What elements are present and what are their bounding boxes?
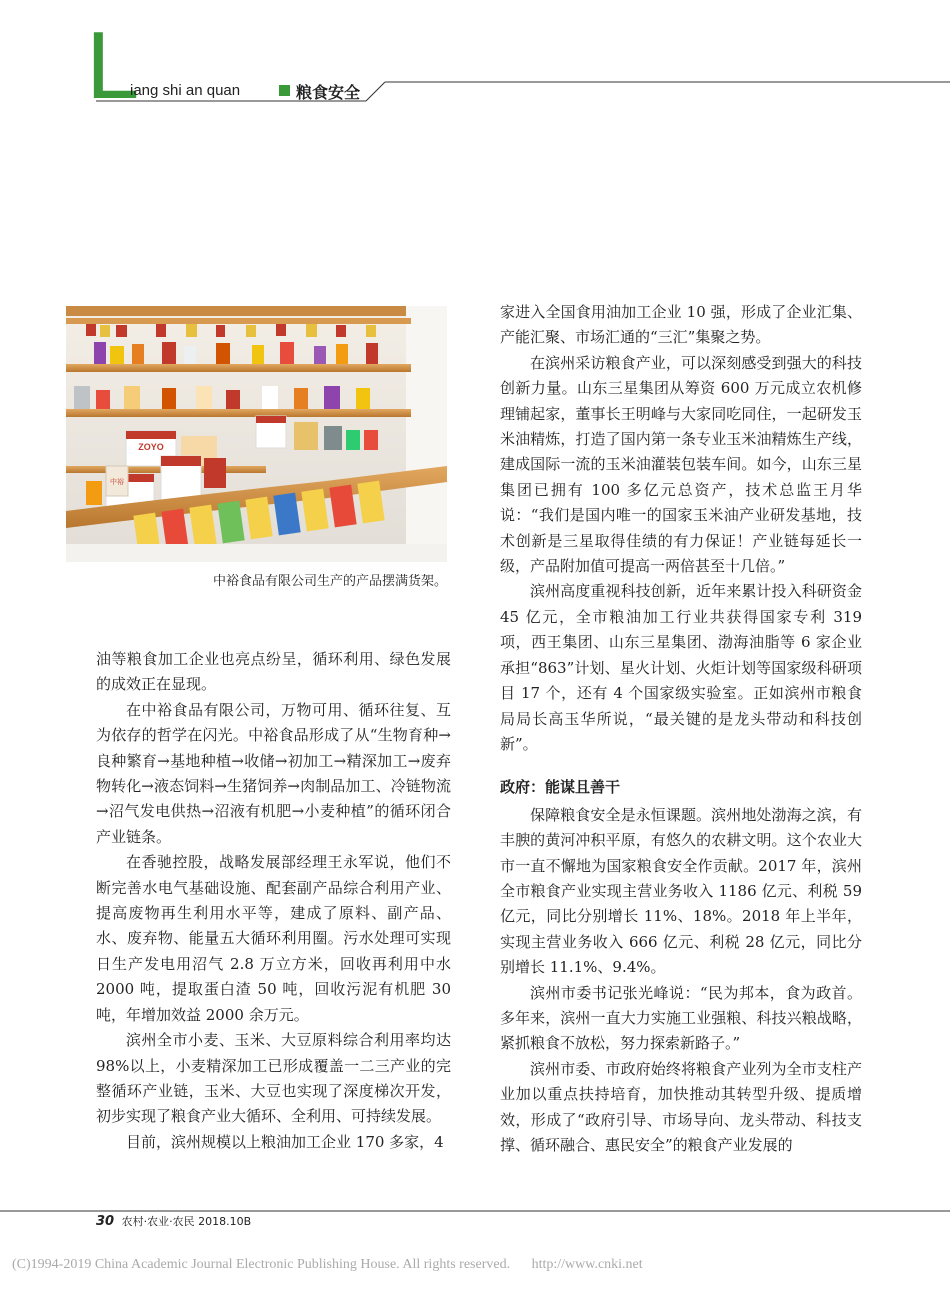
photo-caption: 中裕食品有限公司生产的产品摆满货架。 [212, 574, 447, 589]
paragraph: 在香驰控股，战略发展部经理王永军说，他们不断完善水电气基础设施、配套副产品综合利用产业、提高废物再生利用水平等，建成了原料、副产品、水、废弃物、能量五大循环利用圈。污水处理可实现日生产发电用沼气 2.8 万立方米，回收再利用中水 2000 吨，提取蛋白渣 50 吨，回收污泥有机肥 30 吨，年增加效益 2000 余万元。 [96, 853, 451, 1024]
page-footer [0, 1210, 950, 1240]
paragraph: 在滨州采访粮食产业，可以深刻感受到强大的科技创新力量。山东三星集团从筹资 600 万元成立农机修理铺起家，董事长王明峰与大家同吃同住，一起研发玉米油精炼，打造了国内第一条专业玉米油精炼生产线，建成国际一流的玉米油灌装包装车间。如今，山东三星集团已拥有 100 多亿元总资产，技术总监王月华说：“我们是国内唯一的国家玉米油产业研发基地，技术创新是三星取得佳绩的有力保证！产业链每延长一级，产品附加值可提高一两倍甚至十几倍。” [500, 353, 862, 576]
paragraph: 目前，滨州规模以上粮油加工企业 170 多家，4 [126, 1132, 444, 1151]
paragraph: 保障粮食安全是永恒课题。滨州地处渤海之滨，有丰腴的黄河冲积平原，有悠久的农耕文明。这个农业大市一直不懈地为国家粮食安全作贡献。2017 年，滨州全市粮食产业实现主营业务收入 1186 亿元、利税 59 亿元，同比分别增长 11%、18%。2018 年上半年，实现主营业务收入 666 亿元、利税 28 亿元，同比分别增长 11.1%、9.4%。 [500, 805, 862, 977]
section-pinyin: iang shi an quan [130, 82, 241, 99]
section-initial-letter: L [86, 12, 140, 119]
paragraph: 油等粮食加工企业也亮点纷呈，循环利用、绿色发展的成效正在显现。 [96, 650, 451, 694]
paragraph: 家进入全国食用油加工企业 10 强，形成了企业汇集、产能汇聚、市场汇通的“三汇”集聚之势。 [500, 303, 862, 347]
product-shelf-photo [66, 306, 447, 562]
paragraph: 滨州市委书记张光峰说：“民为邦本，食为政首。多年来，滨州一直大力实施工业强粮、科技兴粮战略，紧抓粮食不放松，努力探索新路子。” [500, 983, 862, 1053]
pack-label: 中裕 [110, 478, 124, 486]
header-rule [0, 0, 950, 110]
copyright-notice [12, 1257, 643, 1273]
footer-text [96, 1213, 251, 1229]
section-heading: 政府：能谋且善干 [500, 778, 621, 797]
paragraph: 在中裕食品有限公司，万物可用、循环往复、互为依存的哲学在闪光。中裕食品形成了从“生物育种→良种繁育→基地种植→收储→初加工→精深加工→废弃物转化→液态饲料→生猪饲养→肉制品加工、冷链物流→沼气发电供热→沼液有机肥→小麦种植”的循环闭合产业链条。 [96, 700, 451, 846]
right-column [500, 300, 862, 1158]
copyright-url[interactable]: http://www.cnki.net [531, 1257, 643, 1272]
brand-label: ZOYO [138, 442, 164, 452]
section-title: 粮食安全 [296, 83, 361, 102]
paragraph: 滨州全市小麦、玉米、大豆原料综合利用率均达 98%以上，小麦精深加工已形成覆盖一二三产业的完整循环产业链，玉米、大豆也实现了深度梯次开发，初步实现了粮食产业大循环、全利用、可持续发展。 [96, 1031, 451, 1126]
copyright-text: (C)1994-2019 China Academic Journal Electronic Publishing House. All rights reserved. [12, 1257, 511, 1272]
paragraph: 滨州市委、市政府始终将粮食产业列为全市支柱产业加以重点扶持培育，加快推动其转型升级、提质增效，形成了“政府引导、市场导向、龙头带动、科技支撑、循环融合、惠民安全”的粮食产业发展的 [500, 1059, 862, 1154]
left-column [96, 647, 451, 1155]
journal-name: 农村·农业·农民 2018.10B [121, 1215, 252, 1228]
page-header [0, 0, 950, 119]
footer-rule [0, 1210, 950, 1212]
page-number: 30 [96, 1214, 115, 1229]
paragraph: 滨州高度重视科技创新，近年来累计投入科研资金 45 亿元，全市粮油加工行业共获得国家专利 319 项，西王集团、山东三星集团、渤海油脂等 6 家企业承担“863”计划、星火计划、火炬计划等国家级科研项目 17 个，还有 4 个国家级实验室。正如滨州市粮食局局长高玉华所说，“最关键的是龙头带动和科技创新”。 [500, 582, 862, 753]
